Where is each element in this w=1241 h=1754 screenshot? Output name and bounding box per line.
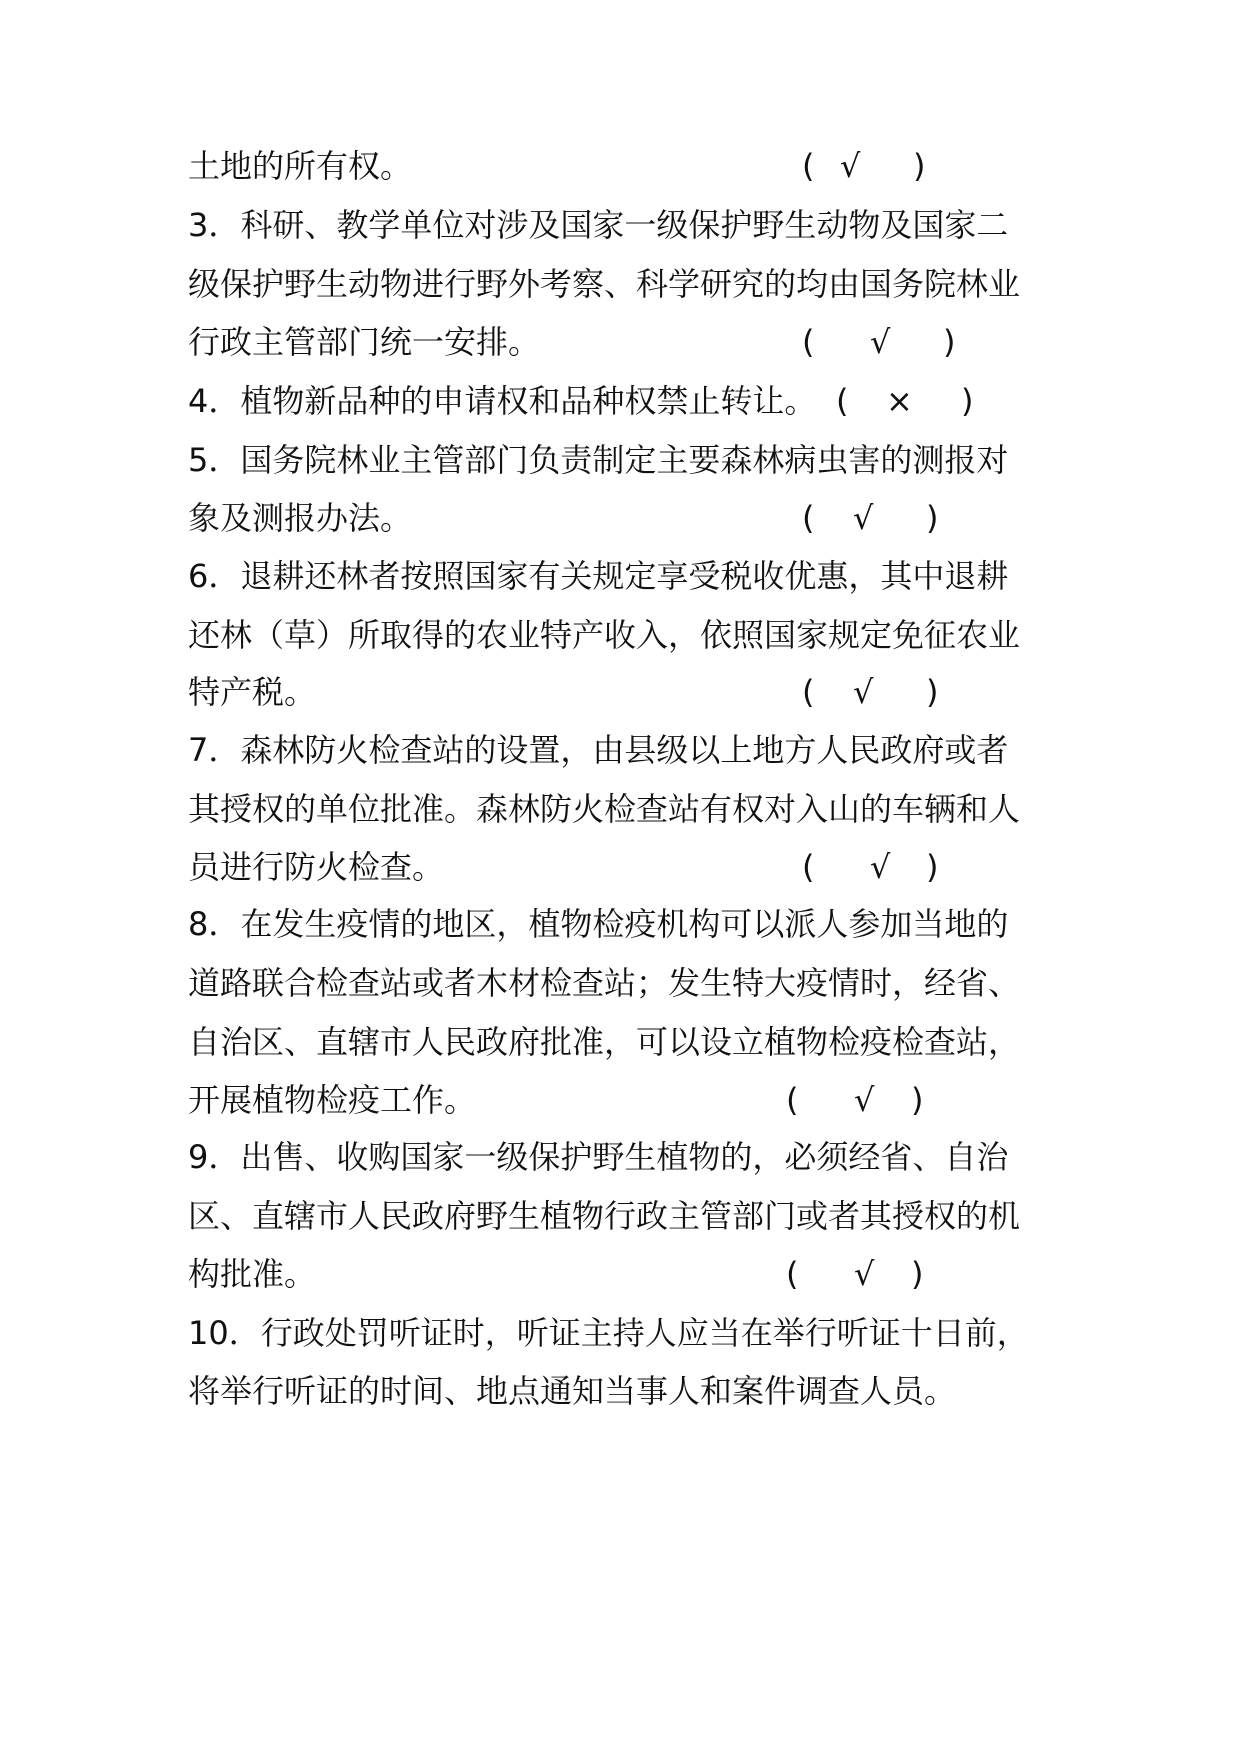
question-line: 级保护野生动物进行野外考察、科学研究的均由国务院林业 xyxy=(188,265,1021,303)
question-line: 特产税。 xyxy=(188,673,317,711)
open-paren: ( xyxy=(836,382,849,420)
open-paren: ( xyxy=(786,1255,799,1293)
question-line: 9．出售、收购国家一级保护野生植物的，必须经省、自治 xyxy=(188,1138,1009,1176)
close-paren: ) xyxy=(911,1081,924,1119)
open-paren: ( xyxy=(802,323,815,361)
answer-check: √ xyxy=(854,1255,875,1293)
close-paren: ) xyxy=(961,382,974,420)
question-line: 道路联合检查站或者木材检查站；发生特大疫情时，经省、 xyxy=(188,964,1021,1002)
close-paren: ) xyxy=(926,673,939,711)
question-line: 开展植物检疫工作。 xyxy=(188,1081,477,1119)
open-paren: ( xyxy=(802,147,815,185)
open-paren: ( xyxy=(802,673,815,711)
close-paren: ) xyxy=(911,1255,924,1293)
question-line: 象及测报办法。 xyxy=(188,499,413,537)
answer-check: √ xyxy=(853,673,874,711)
question-line: 员进行防火检查。 xyxy=(188,848,445,886)
question-line: 5．国务院林业主管部门负责制定主要森林病虫害的测报对 xyxy=(188,441,1009,479)
question-line: 7．森林防火检查站的设置，由县级以上地方人民政府或者 xyxy=(188,731,1009,769)
close-paren: ) xyxy=(926,848,939,886)
open-paren: ( xyxy=(802,848,815,886)
question-line: 其授权的单位批准。森林防火检查站有权对入山的车辆和人 xyxy=(188,790,1021,828)
question-line: 行政主管部门统一安排。 xyxy=(188,323,541,361)
question-line: 构批准。 xyxy=(188,1255,317,1293)
close-paren: ) xyxy=(913,147,926,185)
question-line: 6．退耕还林者按照国家有关规定享受税收优惠，其中退耕 xyxy=(188,557,1009,595)
question-line: 区、直辖市人民政府野生植物行政主管部门或者其授权的机 xyxy=(188,1197,1021,1235)
open-paren: ( xyxy=(802,499,815,537)
open-paren: ( xyxy=(786,1081,799,1119)
answer-cross: × xyxy=(886,382,913,420)
question-line: 自治区、直辖市人民政府批准，可以设立植物检疫检查站， xyxy=(188,1023,1021,1061)
close-paren: ) xyxy=(943,323,956,361)
answer-check: √ xyxy=(854,1081,875,1119)
question-line: 8．在发生疫情的地区，植物检疫机构可以派人参加当地的 xyxy=(188,905,1009,943)
question-line: 3．科研、教学单位对涉及国家一级保护野生动物及国家二 xyxy=(188,206,1009,244)
answer-check: √ xyxy=(840,147,861,185)
answer-check: √ xyxy=(870,323,891,361)
question-line: 将举行听证的时间、地点通知当事人和案件调查人员。 xyxy=(188,1372,957,1410)
answer-check: √ xyxy=(853,499,874,537)
text-line: 土地的所有权。 xyxy=(188,147,413,185)
close-paren: ) xyxy=(926,499,939,537)
question-line: 还林（草）所取得的农业特产收入，依照国家规定免征农业 xyxy=(188,616,1021,654)
answer-check: √ xyxy=(870,848,891,886)
question-line: 10．行政处罚听证时，听证主持人应当在举行听证十日前， xyxy=(188,1314,1029,1352)
question-line: 4．植物新品种的申请权和品种权禁止转让。 xyxy=(188,382,817,420)
